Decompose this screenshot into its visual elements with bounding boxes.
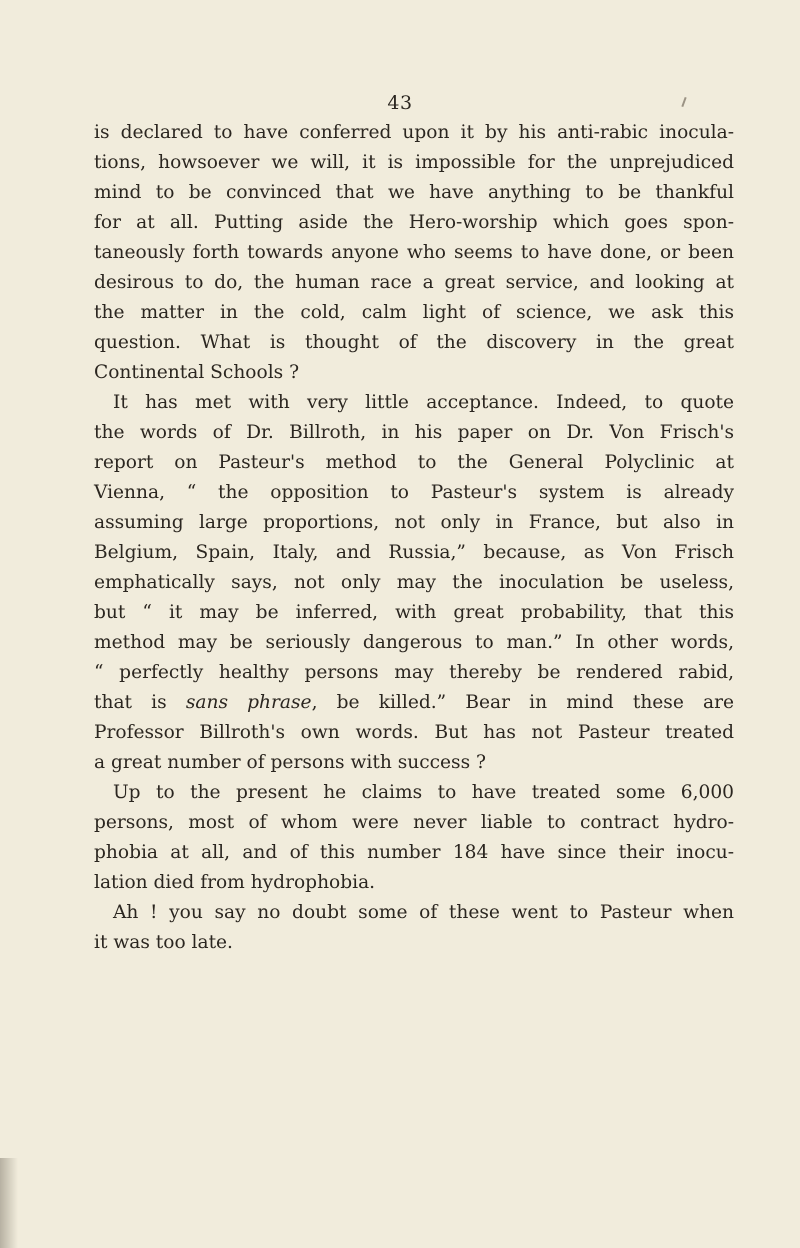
text-line: mind to be convinced that we have anything to be thankful: [94, 182, 734, 203]
body-text: [94, 118, 734, 958]
text-line: for at all. Putting aside the Hero-worship which goes spon-: [94, 212, 734, 233]
text-line: question. What is thought of the discovery in the great: [94, 332, 734, 353]
text-line: Continental Schools ?: [94, 362, 300, 383]
text-line: persons, most of whom were never liable to contract hydro-: [94, 812, 734, 833]
text-line: Professor Billroth's own words. But has not Pasteur treated: [94, 722, 734, 743]
text-line: Belgium, Spain, Italy, and Russia,” because, as Von Frisch: [94, 542, 734, 563]
text-line: “ perfectly healthy persons may thereby be rendered rabid,: [94, 662, 734, 683]
italic-phrase: sans phrase: [185, 692, 312, 713]
text-line: phobia at all, and of this number 184 have since their inocu-: [94, 842, 734, 863]
text-line: that is sans phrase, be killed.” Bear in mind these are: [94, 692, 734, 713]
text-line: tions, howsoever we will, it is impossible for the unprejudiced: [94, 152, 734, 173]
text-line: desirous to do, the human race a great service, and looking at: [94, 272, 734, 293]
text-line: emphatically says, not only may the inoculation be useless,: [94, 572, 734, 593]
text-line: method may be seriously dangerous to man.” In other words,: [94, 632, 734, 653]
page-number: 43: [387, 92, 413, 114]
text-line: report on Pasteur's method to the General Polyclinic at: [94, 452, 734, 473]
text-line: taneously forth towards anyone who seems to have done, or been: [94, 242, 734, 263]
text-line: but “ it may be inferred, with great probability, that this: [94, 602, 734, 623]
text-line: assuming large proportions, not only in France, but also in: [94, 512, 734, 533]
text-line: the matter in the cold, calm light of science, we ask this: [94, 302, 734, 323]
text-line: it was too late.: [94, 932, 233, 953]
text-line: is declared to have conferred upon it by his anti-rabic inocula-: [94, 122, 734, 143]
text-line: a great number of persons with success ?: [94, 752, 487, 773]
text-line: It has met with very little acceptance. Indeed, to quote: [113, 392, 734, 413]
text-line: Vienna, “ the opposition to Pasteur's system is already: [94, 482, 734, 503]
text-line: Ah ! you say no doubt some of these went to Pasteur when: [113, 902, 734, 923]
text-line: the words of Dr. Billroth, in his paper on Dr. Von Frisch's: [94, 422, 734, 443]
page-edge-shadow: [0, 1158, 18, 1248]
text-line: lation died from hydrophobia.: [94, 872, 376, 893]
text-line: Up to the present he claims to have treated some 6,000: [113, 782, 734, 803]
